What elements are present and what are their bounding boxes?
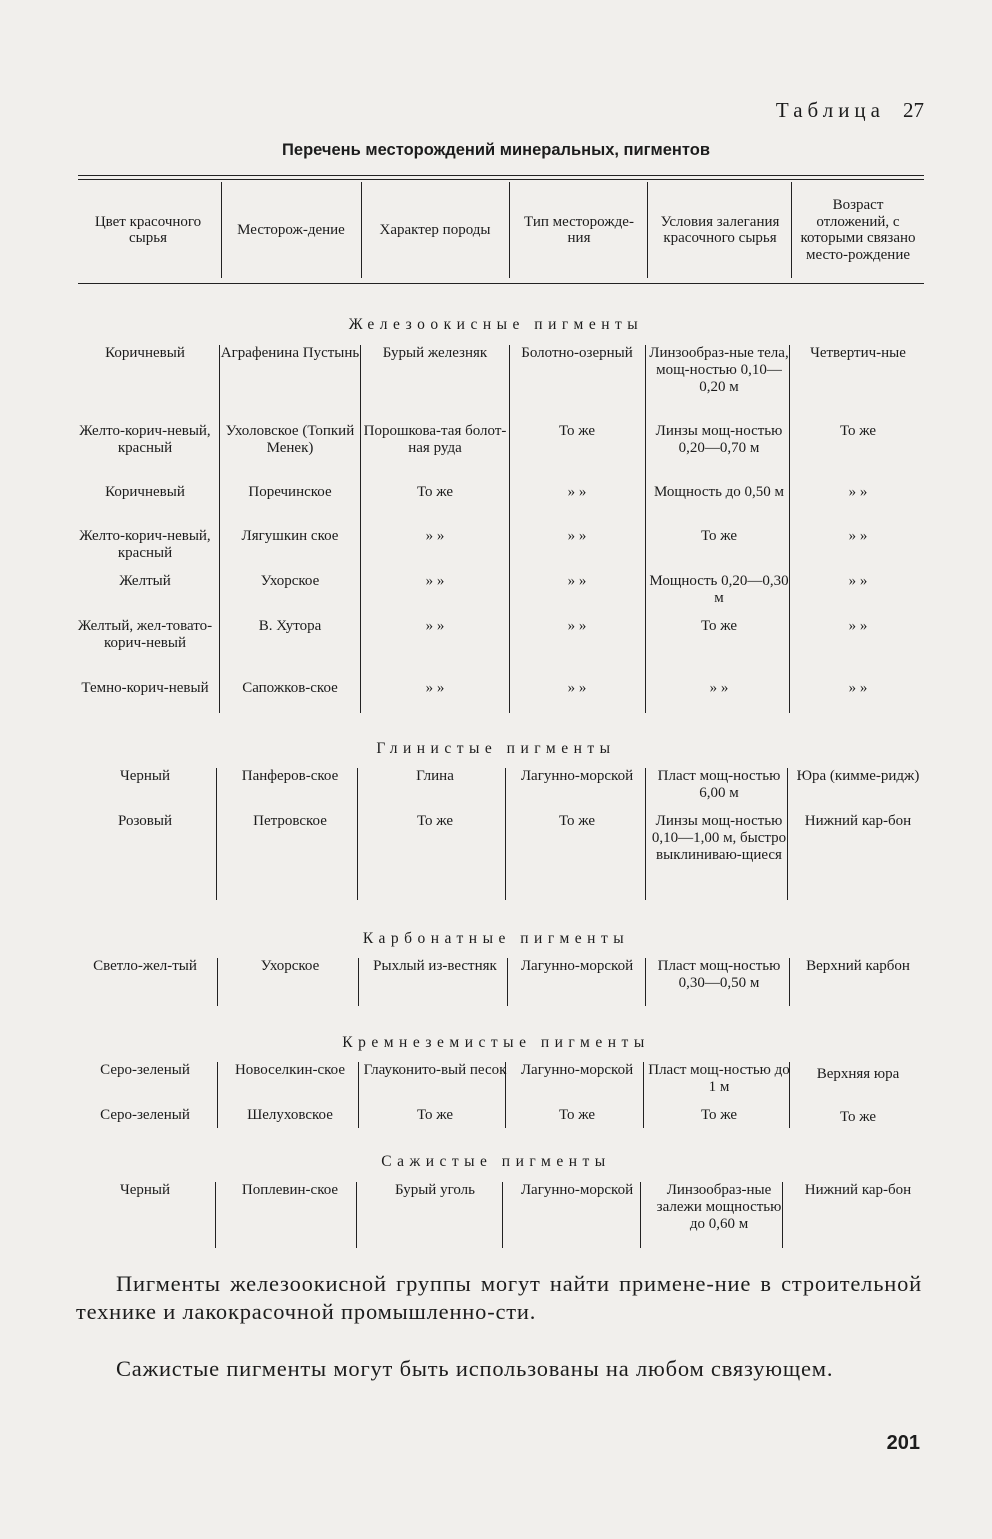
- table-cell: Желтый, жел-товато-корич-невый: [77, 618, 213, 651]
- table-cell: » »: [425, 528, 445, 544]
- table-cell: Светло-жел-тый: [93, 958, 197, 974]
- section-title: Карбонатные пигменты: [362, 930, 630, 947]
- table-cell: Порошкова-тая болот-ная руда: [363, 423, 507, 456]
- column-divider: [216, 768, 217, 900]
- section-title: Железоокисные пигменты: [348, 316, 644, 333]
- table-cell: Нижний кар-бон: [804, 813, 912, 829]
- table-cell: » »: [848, 618, 868, 634]
- table-cell: Линзообраз-ные тела, мощ-ностью 0,10—0,20 м: [649, 345, 789, 395]
- table-cell: Темно-корич-невый: [81, 680, 209, 696]
- table-cell: » »: [567, 484, 587, 500]
- table-cell: Пласт мощ-ностью 6,00 м: [657, 768, 781, 801]
- table-cell: Лагунно-морской: [520, 768, 634, 784]
- table-cell: Желтый: [119, 573, 171, 589]
- table-cell: Бурый уголь: [394, 1182, 475, 1198]
- table-cell: Лагунно-морской: [520, 958, 634, 974]
- table-cell: » »: [848, 484, 868, 500]
- table-cell: Шелуховское: [247, 1107, 333, 1123]
- table-cell: Лагунно-морской: [520, 1182, 634, 1198]
- table-cell: То же: [558, 423, 596, 439]
- header-divider: [361, 182, 362, 278]
- table-cell: Новоселкин-ское: [234, 1062, 346, 1078]
- table-cell: Сапожков-ское: [242, 680, 338, 696]
- table-number: 27: [903, 98, 924, 122]
- table-cell: » »: [567, 573, 587, 589]
- page-number: 201: [886, 1432, 920, 1454]
- table-cell: Пласт мощ-ностью до 1 м: [648, 1062, 790, 1095]
- table-cell: Ухорское: [260, 958, 320, 974]
- table-cell: То же: [416, 813, 454, 829]
- column-header: Возраст отложений, с которыми связано место-рождение: [800, 197, 916, 263]
- table-cell: Мощность 0,20—0,30 м: [649, 573, 789, 606]
- section-title: Кремнеземистые пигменты: [342, 1034, 650, 1051]
- table-cell: Пласт мощ-ностью 0,30—0,50 м: [657, 958, 781, 991]
- column-divider: [645, 958, 646, 1006]
- table-cell: » »: [567, 528, 587, 544]
- table-cell: Бурый железняк: [382, 345, 488, 361]
- table-cell: Линзы мощ-ностью 0,10—1,00 м, быстро выклиниваю-щиеся: [651, 813, 787, 863]
- table-cell: Черный: [119, 1182, 171, 1198]
- table-cell: Линзообраз-ные залежи мощностью до 0,60 м: [656, 1182, 782, 1232]
- table-cell: Желто-корич-невый, красный: [79, 528, 211, 561]
- table-cell: Серо-зеленый: [100, 1107, 190, 1123]
- table-cell: Болотно-озерный: [521, 345, 633, 361]
- table-cell: Линзы мощ-ностью 0,20—0,70 м: [655, 423, 783, 456]
- body-paragraph: Пигменты железоокисной группы могут найти примене-ние в строительной технике и лакокрасочной промышленно-сти.: [76, 1271, 922, 1324]
- table-cell: Коричневый: [105, 484, 185, 500]
- table-cell: » »: [567, 680, 587, 696]
- table-header-rule: [78, 283, 924, 284]
- table-cell: То же: [839, 1109, 877, 1125]
- table-cell: Желто-корич-невый, красный: [79, 423, 211, 456]
- table-cell: Верхняя юра: [816, 1066, 900, 1082]
- table-cell: » »: [709, 680, 729, 696]
- column-divider: [645, 345, 646, 713]
- table-cell: Лагунно-морской: [520, 1062, 634, 1078]
- table-cell: Юра (кимме-ридж): [796, 768, 920, 784]
- column-divider: [357, 768, 358, 900]
- table-cell: То же: [700, 1107, 738, 1123]
- table-caption: Перечень месторождений минеральных, пигментов: [282, 141, 710, 159]
- table-cell: » »: [848, 680, 868, 696]
- table-cell: Лягушкин ское: [241, 528, 339, 544]
- table-cell: » »: [425, 573, 445, 589]
- table-label: [776, 98, 924, 123]
- table-cell: Аграфенина Пустынь: [220, 345, 360, 361]
- table-cell: То же: [558, 1107, 596, 1123]
- column-header: Цвет красочного сырья: [94, 213, 202, 246]
- table-cell: Поречинское: [248, 484, 332, 500]
- column-header: Характер породы: [379, 221, 491, 238]
- table-cell: » »: [567, 618, 587, 634]
- section-title: Глинистые пигменты: [376, 740, 616, 757]
- table-cell: Верхний карбон: [806, 958, 910, 974]
- body-paragraph: Сажистые пигменты могут быть использованы на любом связующем.: [116, 1356, 834, 1381]
- table-cell: Панферов-ское: [241, 768, 339, 784]
- table-cell: Коричневый: [105, 345, 185, 361]
- table-cell: » »: [425, 618, 445, 634]
- table-cell: Ухоловское (Топкий Менек): [225, 423, 355, 456]
- table-cell: Серо-зеленый: [100, 1062, 190, 1078]
- table-cell: Нижний кар-бон: [804, 1182, 912, 1198]
- header-divider: [791, 182, 792, 278]
- table-top-rule: [78, 175, 924, 176]
- column-divider: [645, 768, 646, 900]
- header-divider: [647, 182, 648, 278]
- header-divider: [509, 182, 510, 278]
- column-header: Тип месторожде-ния: [524, 213, 634, 246]
- table-cell: Розовый: [118, 813, 172, 829]
- column-header: Месторож-дение: [237, 221, 345, 238]
- table-cell: То же: [839, 423, 877, 439]
- table-cell: Черный: [119, 768, 171, 784]
- table-cell: Поплевин-ское: [241, 1182, 339, 1198]
- table-cell: » »: [848, 528, 868, 544]
- table-top-rule-2: [78, 179, 924, 180]
- table-cell: Мощность до 0,50 м: [653, 484, 785, 500]
- table-cell: Ухорское: [260, 573, 320, 589]
- table-cell: То же: [416, 484, 454, 500]
- column-divider: [360, 345, 361, 713]
- header-divider: [221, 182, 222, 278]
- table-label-word: Таблица: [775, 98, 885, 122]
- table-cell: То же: [416, 1107, 454, 1123]
- table-cell: То же: [558, 813, 596, 829]
- table-cell: Четвертич-ные: [810, 345, 906, 361]
- table-cell: Петровское: [253, 813, 327, 829]
- section-title: Сажистые пигменты: [381, 1153, 611, 1170]
- table-cell: Глауконито-вый песок: [363, 1062, 507, 1078]
- column-divider: [505, 768, 506, 900]
- column-header: Условия залегания красочного сырья: [660, 213, 780, 246]
- table-cell: » »: [848, 573, 868, 589]
- table-cell: То же: [700, 528, 738, 544]
- table-cell: Глина: [416, 768, 454, 784]
- table-cell: Рыхлый из-вестняк: [373, 958, 497, 974]
- table-cell: То же: [700, 618, 738, 634]
- table-cell: » »: [425, 680, 445, 696]
- table-cell: В. Хутора: [258, 618, 322, 634]
